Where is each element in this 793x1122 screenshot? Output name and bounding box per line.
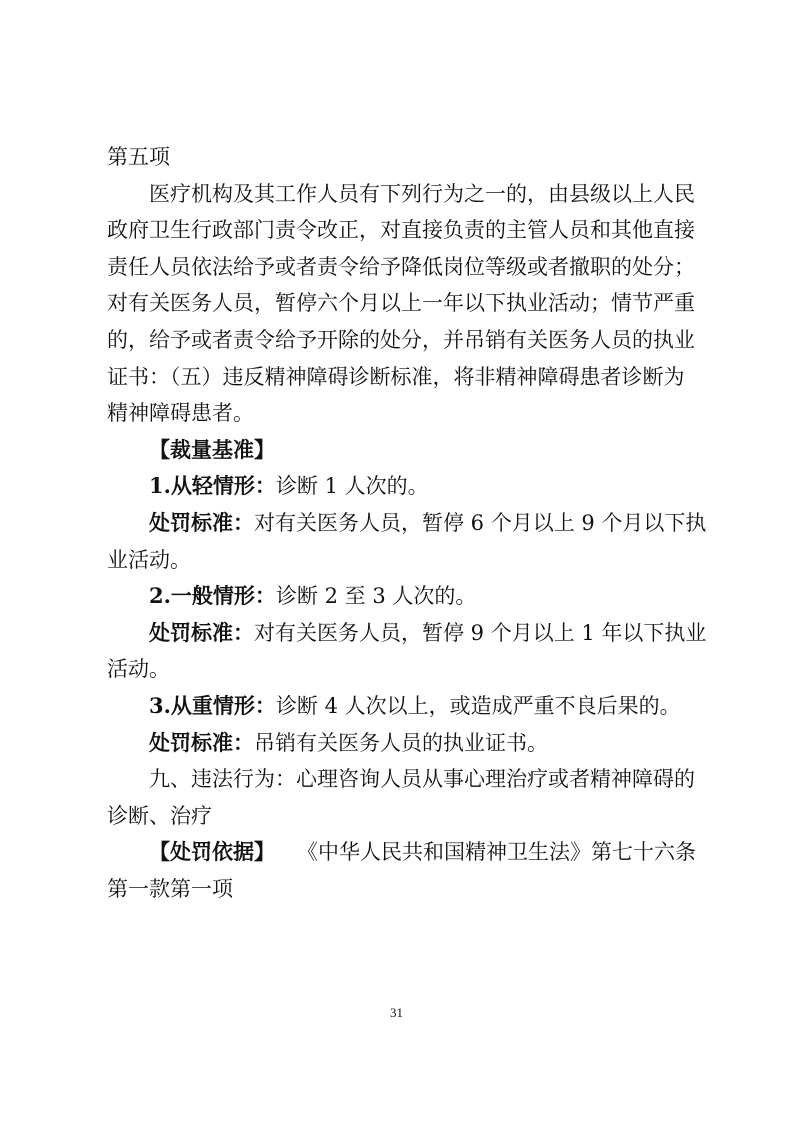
heavy-case-text: 诊断 4 人次以上，或造成严重不良后果的。: [275, 693, 681, 718]
provision-line: 的，给予或者责令给予开除的处分，并吊销有关医务人员的执业: [107, 327, 695, 352]
basis-continued: 第一款第一项: [107, 876, 233, 901]
heavy-penalty-label: 处罚标准：: [149, 729, 254, 755]
document-body: [107, 139, 707, 907]
heavy-penalty: [107, 725, 693, 762]
general-penalty-label: 处罚标准：: [149, 619, 254, 645]
light-penalty: [107, 505, 707, 542]
heavy-case: [107, 688, 693, 725]
provision-line: 证书：（五）违反精神障碍诊断标准，将非精神障碍患者诊断为: [107, 364, 685, 389]
light-case-label: 1.从轻情形：: [149, 473, 276, 499]
light-penalty-continued: 业活动。: [107, 547, 191, 572]
provision-line: 责任人员依法给予或者责令给予降低岗位等级或者撤职的处分；: [107, 254, 695, 279]
standard-heading: 【裁量基准】: [149, 436, 275, 462]
general-penalty-continued: 活动。: [107, 657, 170, 682]
basis-label: 【处罚依据】: [149, 839, 275, 865]
provision-line: 政府卫生行政部门责令改正，对直接负责的主管人员和其他直接: [107, 218, 695, 243]
light-case: [107, 468, 693, 505]
light-penalty-label: 处罚标准：: [149, 509, 254, 535]
provision-line: 医疗机构及其工作人员有下列行为之一的，由县级以上人民: [149, 181, 695, 206]
general-penalty: [107, 615, 707, 652]
page-number: 31: [390, 1005, 403, 1020]
heavy-case-label: 3.从重情形：: [149, 692, 276, 718]
violation-line: 九、违法行为：心理咨询人员从事心理治疗或者精神障碍的: [149, 767, 695, 792]
provision-line: 精神障碍患者。: [107, 401, 254, 426]
item-title: 第五项: [107, 145, 170, 169]
penalty-basis: [107, 834, 696, 871]
light-case-text: 诊断 1 人次的。: [275, 474, 429, 499]
basis-text: 《中华人民共和国精神卫生法》第七十六条: [297, 840, 696, 865]
general-case-text: 诊断 2 至 3 人次的。: [275, 584, 477, 609]
general-penalty-text: 对有关医务人员，暂停 9 个月以上 1 年以下执业: [254, 620, 707, 645]
provision-line: 对有关医务人员，暂停六个月以上一年以下执业活动；情节严重: [107, 291, 695, 316]
general-case: [107, 578, 693, 615]
heavy-penalty-text: 吊销有关医务人员的执业证书。: [254, 730, 548, 755]
light-penalty-text: 对有关医务人员，暂停 6 个月以上 9 个月以下执: [254, 510, 707, 535]
general-case-label: 2.一般情形：: [149, 583, 276, 609]
violation-line-continued: 诊断、治疗: [107, 803, 212, 828]
